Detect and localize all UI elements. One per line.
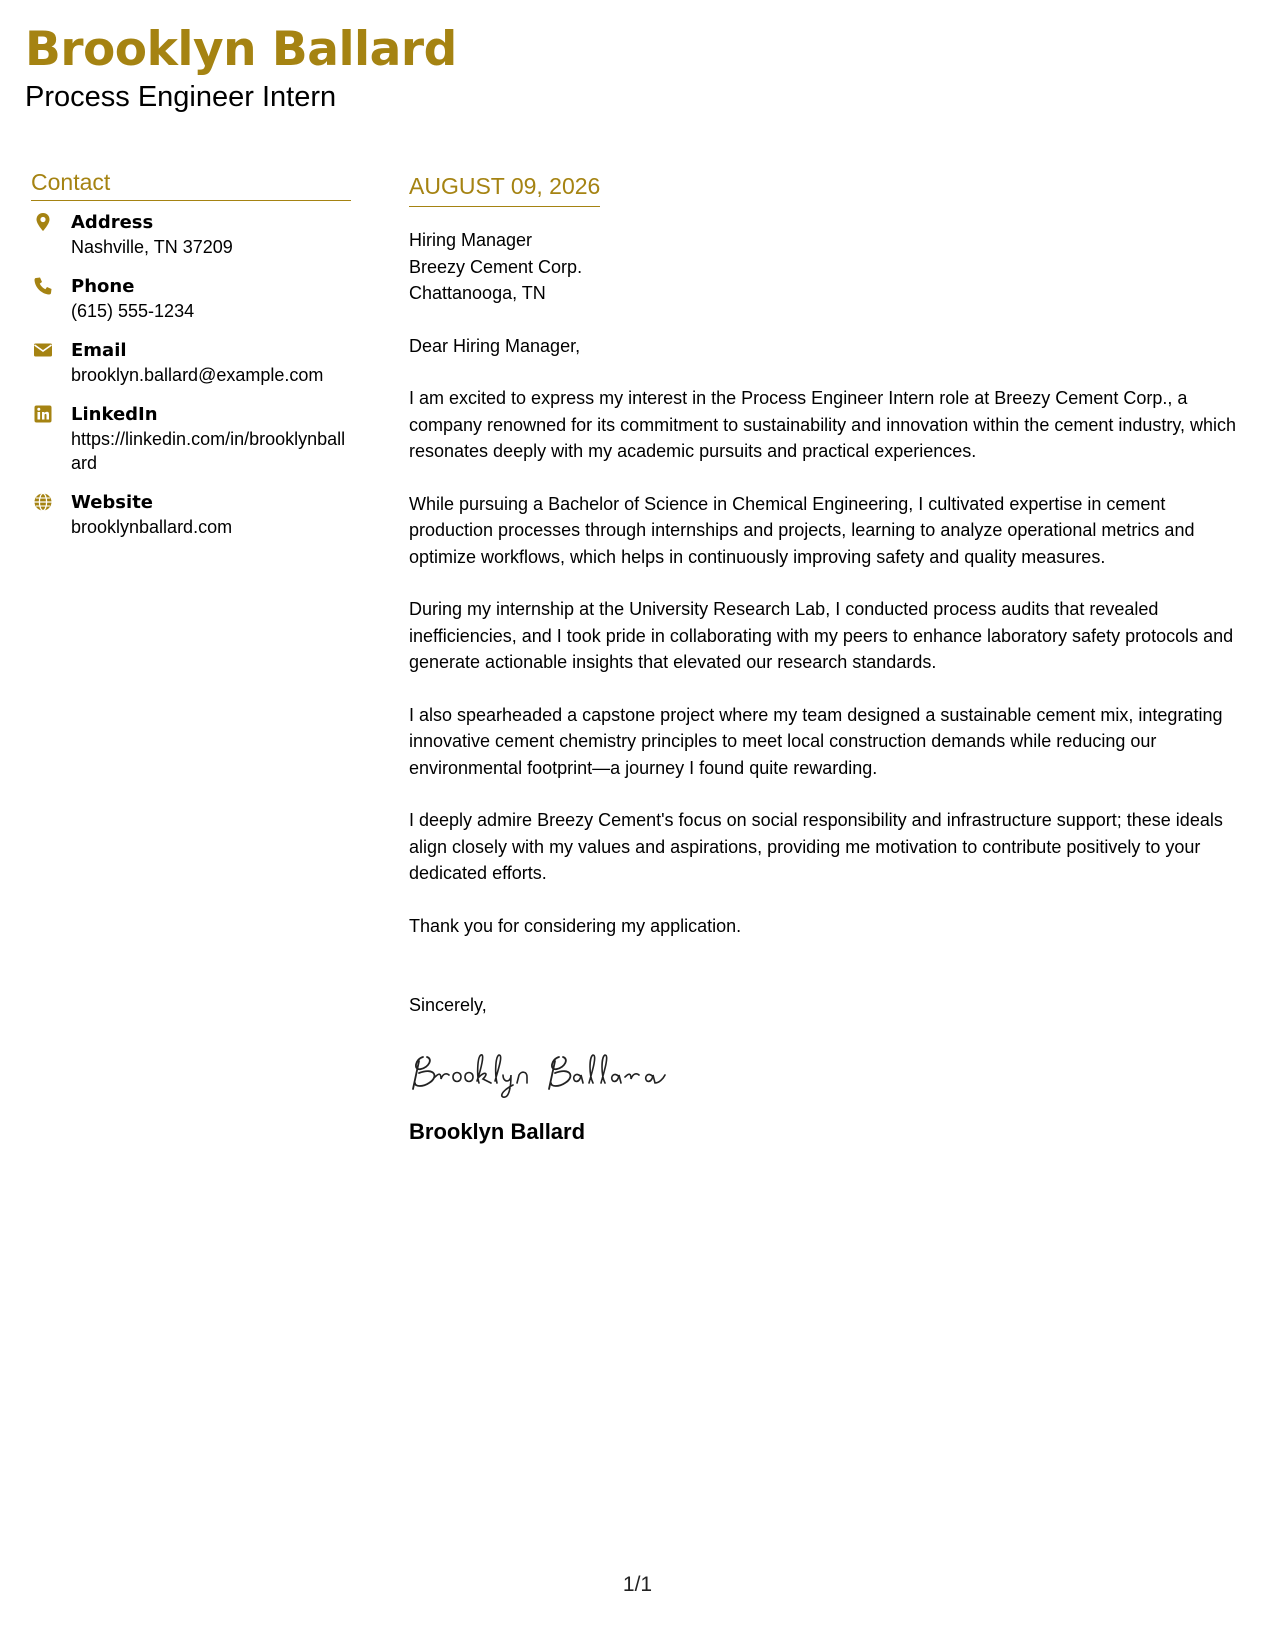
- closing: Sincerely,: [409, 995, 487, 1015]
- website-label: Website: [71, 492, 154, 513]
- website-value[interactable]: brooklynballard.com: [71, 517, 233, 537]
- contact-email: [31, 339, 351, 387]
- email-label: Email: [71, 340, 127, 361]
- map-pin-icon: [33, 212, 53, 232]
- phone-icon: [33, 276, 53, 296]
- handwritten-signature: [409, 1043, 689, 1103]
- address-label: Address: [71, 212, 154, 233]
- letter-paragraph: During my internship at the University Research Lab, I conducted process audits that revealed inefficiencies, and I took pride in collaborating with my peers to enhance laboratory safety protocols and generate actionable insights that elevated our research standards.: [409, 599, 1234, 672]
- resume-header: [25, 22, 457, 114]
- cover-letter-body: [409, 172, 1249, 1146]
- letter-date: AUGUST 09, 2026: [409, 172, 600, 207]
- address-value: Nashville, TN 37209: [71, 237, 233, 257]
- applicant-name: Brooklyn Ballard: [25, 22, 457, 77]
- contact-linkedin: [31, 403, 351, 475]
- letter-paragraph: I deeply admire Breezy Cement's focus on social responsibility and infrastructure support; these ideals align closely with my values and aspirations, providing me motivation to contribute positively to your dedicated efforts.: [409, 810, 1223, 883]
- signed-name: Brooklyn Ballard: [409, 1118, 586, 1144]
- letter-paragraph: While pursuing a Bachelor of Science in Chemical Engineering, I cultivated expertise in cement production processes through internships and projects, learning to analyze operational metrics and optimize workflows, which helps in continuously improving safety and quality measures.: [409, 493, 1195, 567]
- applicant-title: Process Engineer Intern: [25, 81, 337, 113]
- letter-paragraph: Thank you for considering my application.: [409, 915, 742, 936]
- contact-website: [31, 491, 351, 539]
- recipient-name: Hiring Manager: [409, 230, 533, 250]
- recipient-company: Breezy Cement Corp.: [409, 256, 583, 277]
- recipient-block: [409, 227, 1249, 307]
- letter-paragraph: I also spearheaded a capstone project where my team designed a sustainable cement mix, integrating innovative cement chemistry principles to meet local construction demands while reducing our environmental footprint—a journey I found quite rewarding.: [409, 704, 1223, 778]
- page-number: 1/1: [622, 1573, 653, 1596]
- contact-phone: [31, 275, 351, 323]
- contact-address: [31, 211, 351, 259]
- phone-value: (615) 555-1234: [71, 301, 195, 321]
- letter-paragraph: I am excited to express my interest in the Process Engineer Intern role at Breezy Cement Corp., a company renowned for its commitment to sustainability and innovation within the cement industry, which resonates deeply with my academic pursuits and practical experiences.: [409, 388, 1237, 461]
- email-value: brooklyn.ballard@example.com: [71, 365, 324, 385]
- phone-label: Phone: [71, 276, 135, 297]
- salutation: Dear Hiring Manager,: [409, 335, 581, 356]
- contact-sidebar: [31, 168, 351, 555]
- envelope-icon: [33, 340, 53, 360]
- recipient-location: Chattanooga, TN: [409, 283, 546, 303]
- contact-heading: Contact: [31, 168, 351, 201]
- linkedin-icon: [33, 404, 53, 424]
- linkedin-label: LinkedIn: [71, 404, 158, 425]
- linkedin-value[interactable]: https://linkedin.com/in/brooklynballard: [71, 429, 346, 473]
- globe-icon: [33, 492, 53, 512]
